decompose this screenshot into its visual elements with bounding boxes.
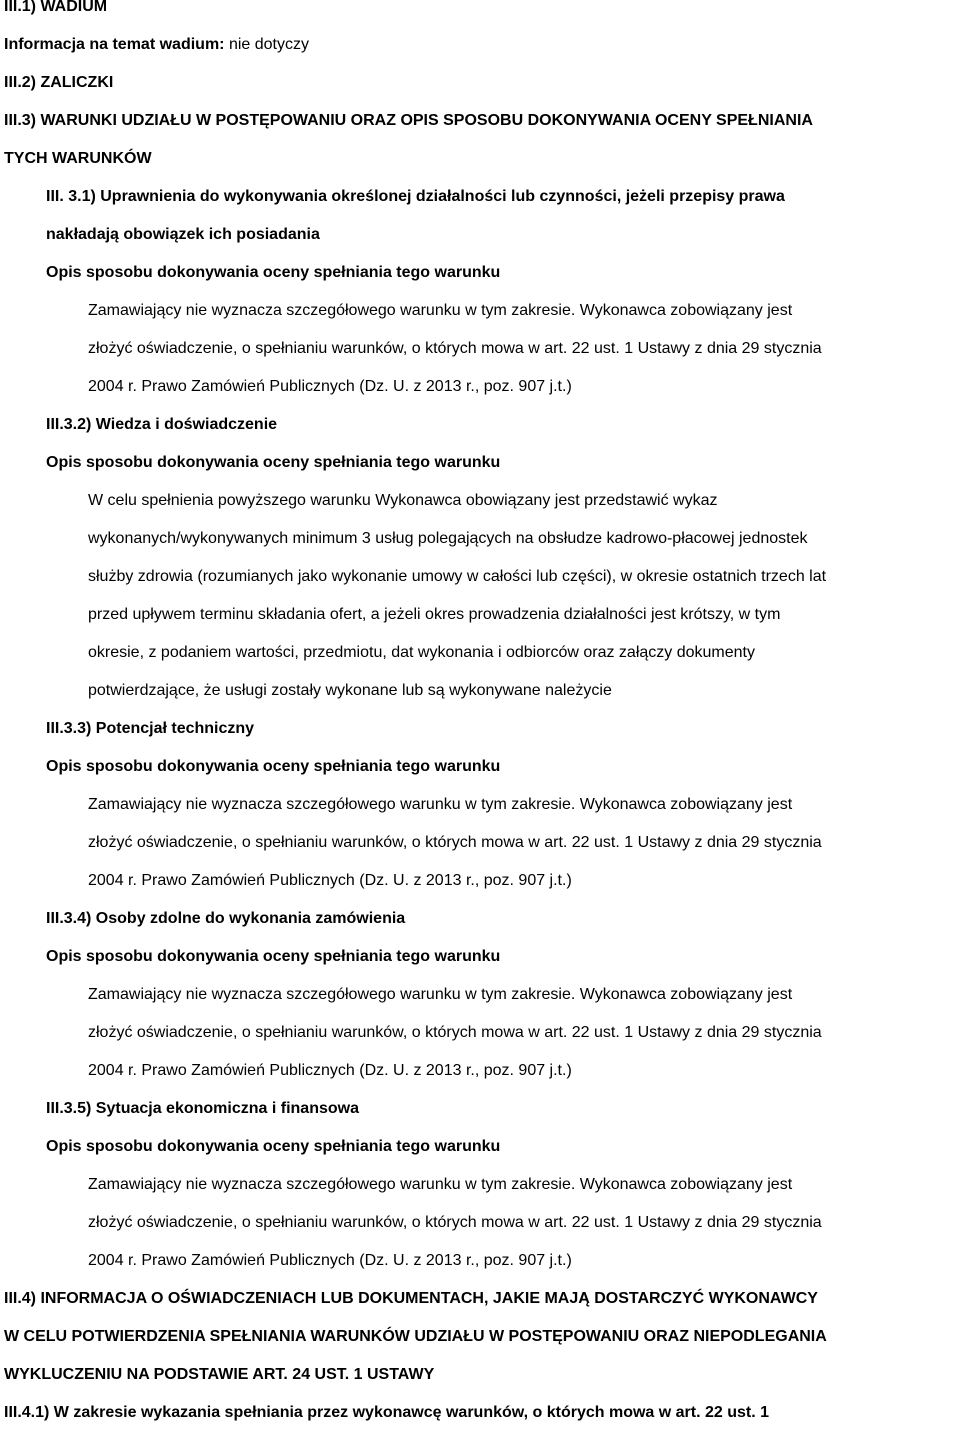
wadium-value: nie dotyczy <box>228 36 309 53</box>
body-text: W celu spełnienia powyższego warunku Wykonawca obowiązany jest przedstawić wykaz <box>88 492 718 509</box>
body-text: potwierdzające, że usługi zostały wykonane lub są wykonywane należycie <box>88 682 612 699</box>
subsection-heading-3-2: III.3.2) Wiedza i doświadczenie <box>46 416 278 433</box>
body-text: 2004 r. Prawo Zamówień Publicznych (Dz. U. z 2013 r., poz. 907 j.t.) <box>88 1252 572 1269</box>
subsection-heading-3-3: III.3.3) Potencjał techniczny <box>46 720 255 737</box>
subsection-heading-3-1-line-1: III. 3.1) Uprawnienia do wykonywania określonej działalności lub czynności, jeżeli przepisy prawa <box>46 188 785 205</box>
assessment-label: Opis sposobu dokonywania oceny spełniania tego warunku <box>46 948 501 965</box>
assessment-label: Opis sposobu dokonywania oceny spełniania tego warunku <box>46 454 501 471</box>
body-text: przed upływem terminu składania ofert, a jeżeli okres prowadzenia działalności jest krótszy, w tym <box>88 606 781 623</box>
body-text: złożyć oświadczenie, o spełnianiu warunków, o których mowa w art. 22 ust. 1 Ustawy z dnia 29 stycznia <box>88 340 822 357</box>
body-text: Zamawiający nie wyznacza szczegółowego warunku w tym zakresie. Wykonawca zobowiązany jest <box>88 1176 793 1193</box>
section-heading-warunki-line-1: III.3) WARUNKI UDZIAŁU W POSTĘPOWANIU ORAZ OPIS SPOSOBU DOKONYWANIA OCENY SPEŁNIANIA <box>4 112 813 129</box>
body-text: wykonanych/wykonywanych minimum 3 usług polegających na obsłudze kadrowo-płacowej jednostek <box>88 530 808 547</box>
body-text: Zamawiający nie wyznacza szczegółowego warunku w tym zakresie. Wykonawca zobowiązany jest <box>88 986 793 1003</box>
subsection-heading-3-1-line-2: nakładają obowiązek ich posiadania <box>46 226 320 243</box>
section-heading-oswiadczenia-line-2: W CELU POTWIERDZENIA SPEŁNIANIA WARUNKÓW UDZIAŁU W POSTĘPOWANIU ORAZ NIEPODLEGANIA <box>4 1328 827 1345</box>
section-heading-oswiadczenia-line-1: III.4) INFORMACJA O OŚWIADCZENIACH LUB DOKUMENTACH, JAKIE MAJĄ DOSTARCZYĆ WYKONAWCY <box>4 1290 818 1307</box>
section-heading-oswiadczenia-line-3: WYKLUCZENIU NA PODSTAWIE ART. 24 UST. 1 USTAWY <box>4 1366 435 1383</box>
assessment-label: Opis sposobu dokonywania oceny spełniania tego warunku <box>46 758 501 775</box>
wadium-info <box>0 26 960 64</box>
subsection-heading-4-1: III.4.1) W zakresie wykazania spełniania przez wykonawcę warunków, o których mowa w art. 22 ust. 1 <box>4 1404 770 1421</box>
body-text: 2004 r. Prawo Zamówień Publicznych (Dz. U. z 2013 r., poz. 907 j.t.) <box>88 872 572 889</box>
section-heading-warunki-line-2: TYCH WARUNKÓW <box>4 150 152 167</box>
body-text: służby zdrowia (rozumianych jako wykonanie umowy w całości lub części), w okresie ostatnich trzech lat <box>88 568 827 585</box>
body-text: Zamawiający nie wyznacza szczegółowego warunku w tym zakresie. Wykonawca zobowiązany jest <box>88 302 793 319</box>
subsection-heading-3-5: III.3.5) Sytuacja ekonomiczna i finansowa <box>46 1100 359 1117</box>
body-text: okresie, z podaniem wartości, przedmiotu, dat wykonania i odbiorców oraz załączy dokumenty <box>88 644 755 661</box>
subsection-heading-3-4: III.3.4) Osoby zdolne do wykonania zamówienia <box>46 910 406 927</box>
section-heading-wadium: III.1) WADIUM <box>4 0 108 15</box>
body-text: 2004 r. Prawo Zamówień Publicznych (Dz. U. z 2013 r., poz. 907 j.t.) <box>88 378 572 395</box>
wadium-label: Informacja na temat wadium: <box>4 36 225 53</box>
body-text: złożyć oświadczenie, o spełnianiu warunków, o których mowa w art. 22 ust. 1 Ustawy z dnia 29 stycznia <box>88 1024 822 1041</box>
section-heading-zaliczki: III.2) ZALICZKI <box>4 74 114 91</box>
body-text: Zamawiający nie wyznacza szczegółowego warunku w tym zakresie. Wykonawca zobowiązany jest <box>88 796 793 813</box>
assessment-label: Opis sposobu dokonywania oceny spełniania tego warunku <box>46 1138 501 1155</box>
assessment-label: Opis sposobu dokonywania oceny spełniania tego warunku <box>46 264 501 281</box>
body-text: złożyć oświadczenie, o spełnianiu warunków, o których mowa w art. 22 ust. 1 Ustawy z dnia 29 stycznia <box>88 1214 822 1231</box>
body-text: złożyć oświadczenie, o spełnianiu warunków, o których mowa w art. 22 ust. 1 Ustawy z dnia 29 stycznia <box>88 834 822 851</box>
body-text: 2004 r. Prawo Zamówień Publicznych (Dz. U. z 2013 r., poz. 907 j.t.) <box>88 1062 572 1079</box>
